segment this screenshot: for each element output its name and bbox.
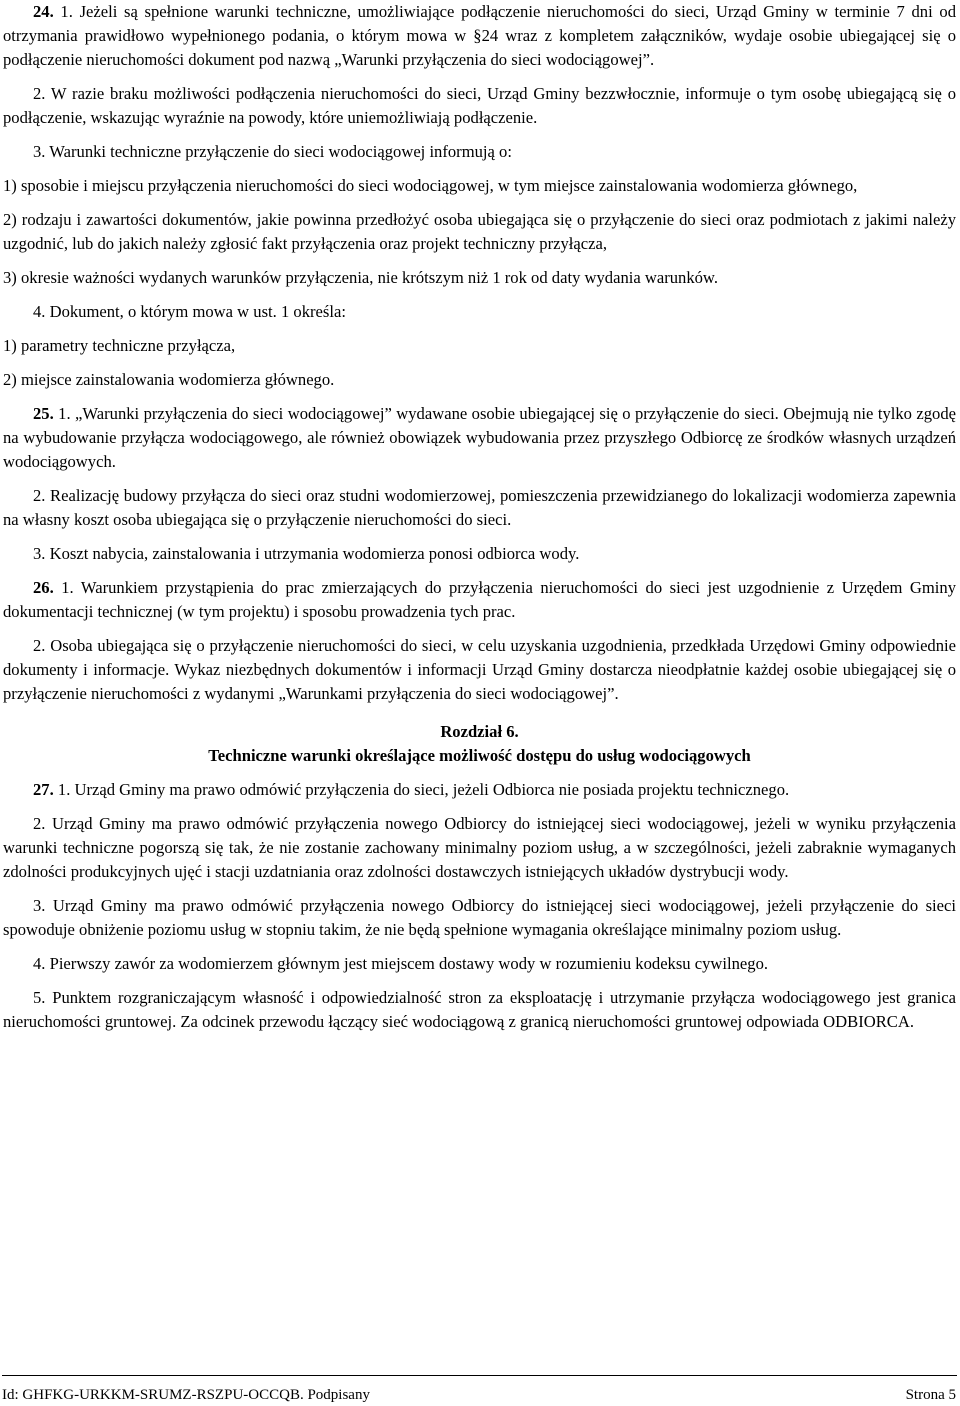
paragraph-text: 2. Urząd Gminy ma prawo odmówić przyłączenia nowego Odbiorcy do istniejącej sieci wodociągowej, jeżeli w wyniku przyłączenia warunki techniczne pogorszą się tak, że nie zostanie zachowany minimalny poziom usług, a w szczególności, jeżeli zabraknie wymaganych zdolności produkcyjnych ujęć i stacji uzdatniania oraz zdolności dostawczych istniejących układów dystrybucji wody. bbox=[3, 814, 956, 881]
list-item bbox=[3, 266, 956, 290]
list-item bbox=[3, 368, 956, 392]
paragraph-text: 5. Punktem rozgraniczającym własność i odpowiedzialność stron za eksploatację i utrzymanie przyłącza wodociągowego jest granica nieruchomości gruntowej. Za odcinek przewodu łączący sieć wodociągową z granicą nieruchomości gruntowej odpowiada ODBIORCA. bbox=[3, 988, 956, 1031]
paragraph-text: 2. W razie braku możliwości podłączenia nieruchomości do sieci, Urząd Gminy bezzwłocznie, informuje o tym osobę ubiegającą się o podłączenie, wskazując wyraźnie na powody, które uniemożliwiają podłączenie. bbox=[3, 84, 956, 127]
paragraph-text: 1. Urząd Gminy ma prawo odmówić przyłączenia do sieci, jeżeli Odbiorca nie posiada projektu technicznego. bbox=[53, 780, 790, 799]
paragraph-text: 1. Jeżeli są spełnione warunki techniczne, umożliwiające podłączenie nieruchomości do sieci, Urząd Gminy w terminie 7 dni od otrzymania prawidłowo wypełnionego podania, o którym mowa w §24 wraz z kompletem załączników, wydaje osobie ubiegającej się o podłączenie nieruchomości dokument pod nazwą „Warunki przyłączenia do sieci wodociągowej”. bbox=[3, 2, 956, 69]
section-number-26: 26. bbox=[33, 578, 54, 597]
list-item-text: 2) rodzaju i zawartości dokumentów, jakie powinna przedłożyć osoba ubiegająca się o przyłączenie do sieci oraz podmiotach z jakimi należy uzgodnić, lub do jakich należy zgłosić fakt przyłączenia oraz projekt techniczny przyłącza, bbox=[3, 210, 956, 253]
paragraph-24-4 bbox=[3, 300, 956, 324]
list-item-text: 1) sposobie i miejscu przyłączenia nieruchomości do sieci wodociągowej, w tym miejsce zainstalowania wodomierza głównego, bbox=[3, 176, 858, 195]
footer-page-number: Strona 5 bbox=[905, 1387, 956, 1403]
paragraph-26-2 bbox=[3, 634, 956, 706]
list-item bbox=[3, 208, 956, 256]
document-body bbox=[3, 0, 956, 1044]
paragraph-text: 1. „Warunki przyłączenia do sieci wodociągowej” wydawane osobie ubiegającej się o przyłączenie do sieci. Obejmują nie tylko zgodę na wybudowanie przyłącza wodociągowego, ale również obowiązek wybudowania przez przyszłego Odbiorcę ze środków własnych urządzeń wodociągowych. bbox=[3, 404, 956, 471]
chapter-title: Rozdział 6. bbox=[440, 722, 519, 741]
paragraph-text: 3. Urząd Gminy ma prawo odmówić przyłączenia nowego Odbiorcy do istniejącej sieci wodociągowej, jeżeli przyłączenie do sieci spowoduje obniżenie poziomu usług w stopniu takim, że nie będą spełnione wymagania określające minimalny poziom usług. bbox=[3, 896, 956, 939]
section-number-24: 24. bbox=[33, 2, 54, 21]
paragraph-24-3 bbox=[3, 140, 956, 164]
paragraph-27-4 bbox=[3, 952, 956, 976]
paragraph-text: 3. Warunki techniczne przyłączenie do sieci wodociągowej informują o: bbox=[33, 142, 512, 161]
paragraph-24-1 bbox=[3, 0, 956, 72]
chapter-heading bbox=[3, 720, 956, 768]
section-number-27: 27. bbox=[33, 780, 54, 799]
list-item-text: 1) parametry techniczne przyłącza, bbox=[3, 336, 236, 355]
list-item-text: 2) miejsce zainstalowania wodomierza głównego. bbox=[3, 370, 335, 389]
list-item bbox=[3, 334, 956, 358]
paragraph-text: 4. Dokument, o którym mowa w ust. 1 określa: bbox=[33, 302, 346, 321]
footer-divider bbox=[2, 1375, 957, 1376]
paragraph-26-1 bbox=[3, 576, 956, 624]
paragraph-text: 4. Pierwszy zawór za wodomierzem głównym jest miejscem dostawy wody w rozumieniu kodeksu cywilnego. bbox=[33, 954, 769, 973]
paragraph-27-3 bbox=[3, 894, 956, 942]
paragraph-25-2 bbox=[3, 484, 956, 532]
section-number-25: 25. bbox=[33, 404, 54, 423]
paragraph-text: 2. Realizację budowy przyłącza do sieci oraz studni wodomierzowej, pomieszczenia przewidzianego do lokalizacji wodomierza zapewnia na własny koszt osoba ubiegająca się o przyłączenie nieruchomości do sieci. bbox=[3, 486, 956, 529]
chapter-subtitle: Techniczne warunki określające możliwość dostępu do usług wodociągowych bbox=[208, 746, 751, 765]
paragraph-25-1 bbox=[3, 402, 956, 474]
list-item bbox=[3, 174, 956, 198]
paragraph-27-5 bbox=[3, 986, 956, 1034]
list-item-text: 3) okresie ważności wydanych warunków przyłączenia, nie krótszym niż 1 rok od daty wydania warunków. bbox=[3, 268, 718, 287]
paragraph-27-1 bbox=[3, 778, 956, 802]
paragraph-25-3 bbox=[3, 542, 956, 566]
paragraph-27-2 bbox=[3, 812, 956, 884]
paragraph-text: 2. Osoba ubiegająca się o przyłączenie nieruchomości do sieci, w celu uzyskania uzgodnienia, przedkłada Urzędowi Gminy odpowiednie dokumenty i informacje. Wykaz niezbędnych dokumentów i informacji Urząd Gminy dostarcza nieodpłatnie każdej osobie ubiegającej się o przyłączenie nieruchomości z wydanymi „Warunkami przyłączenia do sieci wodociągowej”. bbox=[3, 636, 956, 703]
paragraph-text: 3. Koszt nabycia, zainstalowania i utrzymania wodomierza ponosi odbiorca wody. bbox=[33, 544, 580, 563]
footer-document-id: Id: GHFKG-URKKM-SRUMZ-RSZPU-OCCQB. Podpisany bbox=[2, 1387, 370, 1403]
paragraph-24-2 bbox=[3, 82, 956, 130]
paragraph-text: 1. Warunkiem przystąpienia do prac zmierzających do przyłączenia nieruchomości do sieci jest uzgodnienie z Urzędem Gminy dokumentacji technicznej (w tym projektu) i sposobu prowadzenia tych prac. bbox=[3, 578, 956, 621]
